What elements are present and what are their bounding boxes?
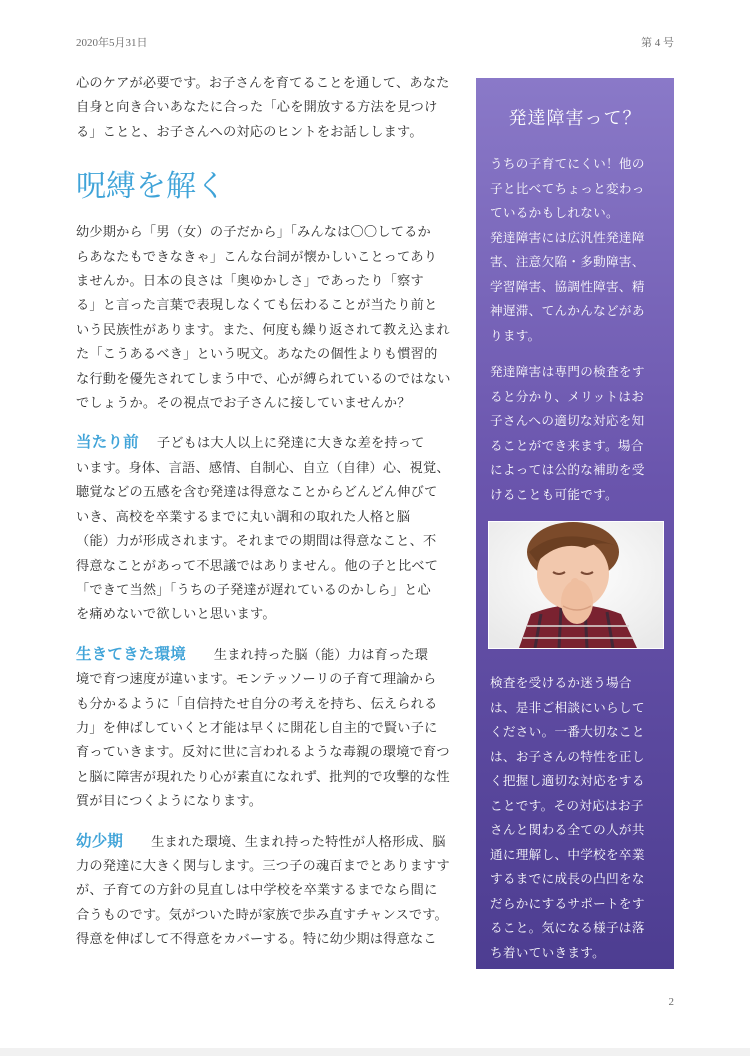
sidebar-line: ります。: [490, 327, 541, 343]
section-environment: [76, 642, 462, 815]
page-number: 2: [668, 996, 674, 1008]
section-line: 質が目につくようになります。: [76, 794, 263, 810]
subheading: 幼少期: [76, 831, 124, 850]
section-line: 「できて当然」「うちの子発達が遅れているのかしら」と心: [76, 582, 431, 598]
intro-line: る」ことと、お子さんへの対応のヒントをお話しします。: [76, 124, 423, 140]
sidebar-paragraph: [490, 152, 660, 348]
sidebar-line: ているかもしれない。: [490, 205, 619, 220]
body-line: でしょうか。その視点でお子さんに接していませんか？: [76, 396, 411, 412]
sidebar-line: ち着いていきます。: [490, 944, 606, 960]
section-line: （能）力が形成されます。それまでの期間は得意なこと、不: [76, 534, 437, 550]
sidebar-line: けることも可能です。: [490, 486, 618, 502]
section-line: も分かるように「自信持たせ自分の考えを持ち、伝えられる: [76, 696, 438, 712]
sidebar-line: 発達障害は専門の検査をす: [490, 364, 645, 379]
section-line: 子どもは大人以上に発達に大きな差を持って: [156, 436, 425, 452]
body-line: な行動を優先されてしまう中で、心が縛られているのではない: [76, 371, 451, 387]
body-line: 幼少期から「男（女）の子だから」「みんなは〇〇してるか: [76, 225, 431, 241]
intro-line: 自身と向き合いあなたに合った「心を開放する方法を見つけ: [76, 100, 438, 116]
sidebar-line: 子さんへの適切な対応を知: [490, 413, 645, 428]
child-photo-illustration: [489, 522, 663, 648]
sidebar-line: は、お子さんの特性を正し: [490, 748, 645, 764]
intro-paragraph: [76, 72, 462, 145]
sidebar-line: 通に理解し、中学校を卒業: [490, 846, 645, 862]
intro-line: 心のケアが必要です。お子さんを育てることを通して、あなた: [76, 76, 450, 91]
sidebar-line: うちの子育てにくい！他の: [490, 156, 645, 171]
section-line: いき、高校を卒業するまでに丸い調和の取れた人格と脳: [76, 509, 411, 525]
section-line: 力」を伸ばしていくと才能は早くに開花し自主的で賢い子に: [76, 720, 438, 736]
sidebar-title: 発達障害って？: [508, 108, 642, 129]
section-line: います。身体、言語、感情、自制心、自立（自律）心、視覚、: [76, 460, 450, 476]
section-first-line: [76, 829, 462, 855]
sidebar-line: ること。気になる様子は落: [490, 920, 645, 935]
section-line: 育っていきます。反対に世に言われるような毒親の環境で育つ: [76, 745, 450, 761]
sidebar-line: によっては公的な補助を受: [490, 462, 645, 477]
sidebar-line: 検査を受けるか迷う場合: [490, 675, 632, 690]
sidebar-line: さんと関わる全ての人が共: [490, 822, 645, 837]
sidebar-line: は、是非ご相談にいらして: [490, 699, 645, 715]
section-line: 聴覚などの五感を含む発達は得意なことからどんどん伸びて: [76, 485, 438, 501]
sidebar-line: するまでに成長の凸凹をな: [490, 871, 645, 886]
section-line: 合うものです。気がついた時が家族で歩み直すチャンスです。: [76, 907, 448, 923]
sidebar-line: 学習障害、協調性障害、精: [490, 278, 645, 294]
issue-date: 2020年5月31日: [76, 37, 148, 49]
sidebar-paragraph: [490, 671, 660, 965]
section-line: 境で育つ速度が違います。モンテッソーリの子育て理論から: [76, 672, 437, 688]
page-bottom-edge: [0, 1048, 750, 1056]
section-line: 得意なことがあって不思議ではありません。他の子と比べて: [76, 558, 439, 574]
sidebar-line: 子と比べてちょっと変わっ: [490, 180, 645, 196]
issue-number: 第 4 号: [641, 37, 674, 49]
section-first-line: [76, 642, 462, 668]
section-first-line: [76, 430, 462, 456]
section-line: が、子育ての方針の見直しは中学校を卒業するまでなら間に: [76, 883, 438, 899]
main-column: [76, 72, 462, 953]
section-line: を痛めないで欲しいと思います。: [76, 607, 276, 623]
body-line: る」と言った言葉で表現しなくても伝わることが当たり前と: [76, 298, 438, 314]
section-line: と脳に障害が現れたり心が素直になれず、批判的で攻撃的な性: [76, 769, 450, 785]
body-line: ませんか。日本の良さは「奥ゆかしさ」であったり「察す: [76, 274, 424, 290]
body-line: た「こうあるべき」という呪文。あなたの個性よりも慣習的: [76, 347, 438, 363]
section-early-childhood: [76, 829, 462, 953]
sidebar-line: く把握し適切な対応をする: [490, 773, 645, 788]
body-paragraph: [76, 221, 462, 416]
child-photo: [488, 521, 664, 649]
subheading: 当たり前: [76, 433, 139, 452]
sidebar-line: ください。一番大切なこと: [490, 724, 645, 739]
section-line: 生まれ持った脳（能）力は育った環: [213, 647, 429, 663]
sidebar-line: 神遅滞、てんかんなどがあ: [490, 303, 645, 318]
section-line: 生まれた環境、生まれ持った特性が人格形成、脳: [151, 834, 446, 850]
sidebar-line: ると分かり、メリットはお: [490, 388, 645, 404]
sidebar-line: 害、注意欠陥・多動障害、: [490, 254, 645, 269]
body-line: らあなたもできなきゃ」こんな台詞が懐かしいことってあり: [76, 249, 438, 265]
body-line: いう民族性があります。また、何度も繰り返されて教え込まれ: [76, 322, 450, 338]
section-heading: 呪縛を解く: [76, 169, 226, 205]
sidebar: [476, 78, 674, 969]
subheading: 生きてきた環境: [76, 644, 186, 663]
section-line: 得意を伸ばして不得意をカバーする。特に幼少期は得意なこ: [76, 932, 437, 948]
section-line: 力の発達に大きく関与します。三つ子の魂百までとありますす: [76, 858, 450, 874]
sidebar-line: ことです。その対応はお子: [490, 797, 644, 813]
sidebar-paragraph: [490, 360, 660, 507]
section-atarimae: [76, 430, 462, 627]
sidebar-line: 発達障害には広汎性発達障: [490, 229, 645, 245]
sidebar-line: だらかにするサポートをす: [490, 895, 645, 911]
sidebar-line: ることができ来ます。場合: [490, 437, 644, 453]
